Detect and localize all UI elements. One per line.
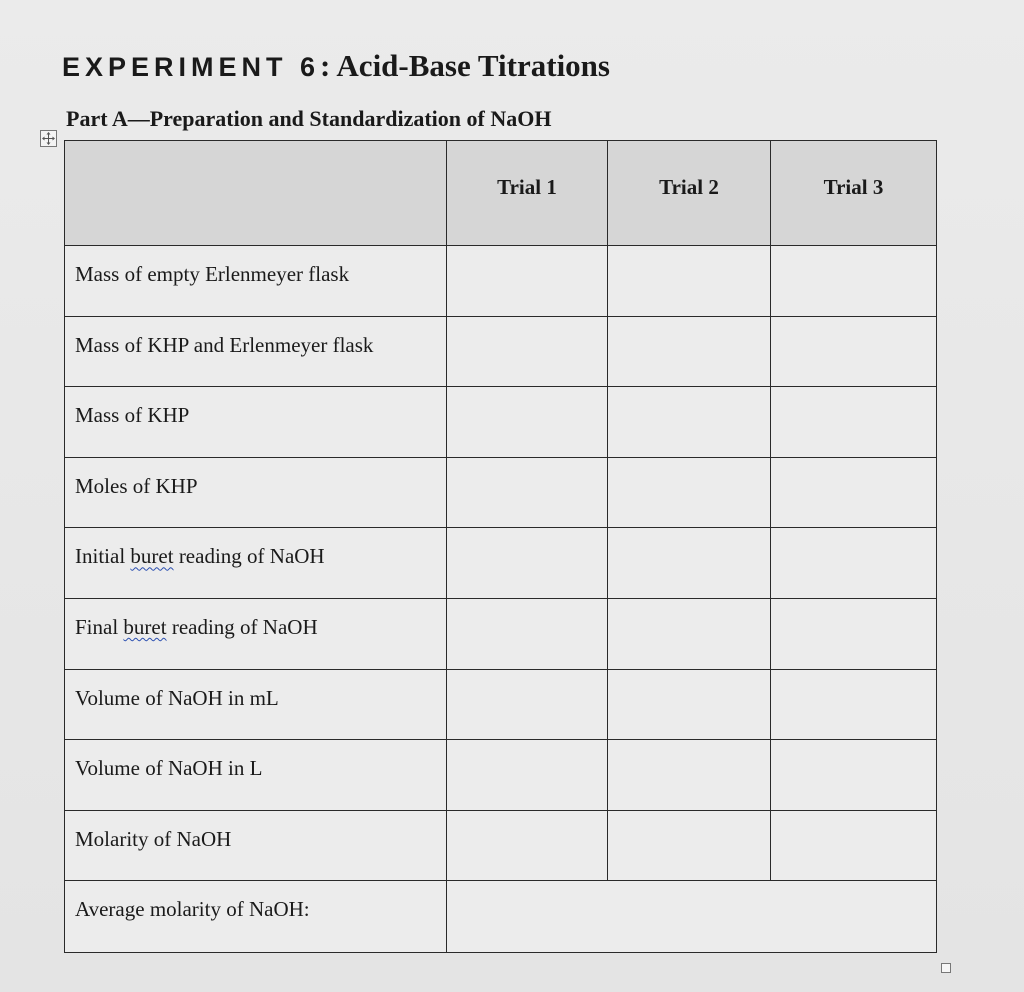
table-header-row [65, 141, 937, 246]
experiment-label: EXPERIMENT 6 [62, 52, 321, 82]
row-label-end: reading of NaOH [166, 614, 318, 639]
row-label: Mass of empty Erlenmeyer flask [65, 246, 447, 317]
table-row [65, 669, 937, 740]
value-cell[interactable] [447, 669, 608, 740]
value-cell[interactable] [771, 598, 937, 669]
row-label: Volume of NaOH in mL [65, 669, 447, 740]
average-label: Average molarity of NaOH: [65, 881, 447, 953]
value-cell[interactable] [447, 740, 608, 811]
row-label-start: Initial [75, 544, 131, 569]
table-row [65, 246, 937, 317]
table-row [65, 316, 937, 387]
value-cell[interactable] [447, 316, 608, 387]
title-separator: : [320, 48, 337, 83]
value-cell[interactable] [608, 246, 771, 317]
row-label-end: reading of NaOH [173, 544, 325, 569]
row-label: Moles of KHP [65, 457, 447, 528]
row-label-start: Final [75, 614, 124, 639]
table-row [65, 598, 937, 669]
value-cell[interactable] [608, 387, 771, 458]
value-cell[interactable] [447, 528, 608, 599]
row-label [65, 528, 447, 599]
value-cell[interactable] [447, 810, 608, 881]
value-cell[interactable] [771, 740, 937, 811]
header-corner-cell [65, 141, 447, 246]
header-trial-3: Trial 3 [771, 141, 937, 246]
value-cell[interactable] [608, 810, 771, 881]
table-row [65, 528, 937, 599]
value-cell[interactable] [608, 457, 771, 528]
row-label: Mass of KHP and Erlenmeyer flask [65, 316, 447, 387]
value-cell[interactable] [447, 246, 608, 317]
row-label: Molarity of NaOH [65, 810, 447, 881]
value-cell[interactable] [608, 316, 771, 387]
value-cell[interactable] [608, 598, 771, 669]
table-row [65, 457, 937, 528]
table-row [65, 740, 937, 811]
value-cell[interactable] [447, 457, 608, 528]
value-cell[interactable] [608, 528, 771, 599]
header-trial-1: Trial 1 [447, 141, 608, 246]
header-trial-2: Trial 2 [608, 141, 771, 246]
row-label [65, 598, 447, 669]
spelling-flagged-word[interactable]: buret [130, 544, 174, 569]
section-heading: Part A—Preparation and Standardization of NaOH [66, 106, 552, 131]
value-cell[interactable] [771, 316, 937, 387]
value-cell[interactable] [447, 387, 608, 458]
value-cell[interactable] [771, 387, 937, 458]
spelling-flagged-word[interactable]: buret [123, 614, 167, 639]
value-cell[interactable] [608, 740, 771, 811]
move-arrows-icon [42, 132, 55, 145]
value-cell[interactable] [771, 457, 937, 528]
value-cell[interactable] [771, 669, 937, 740]
value-cell[interactable] [608, 669, 771, 740]
average-value-cell[interactable] [447, 881, 937, 953]
table-row [65, 810, 937, 881]
page-title [62, 48, 610, 84]
average-row [65, 881, 937, 953]
resize-square-icon[interactable] [941, 963, 951, 973]
row-label: Mass of KHP [65, 387, 447, 458]
value-cell[interactable] [771, 246, 937, 317]
data-table [64, 140, 937, 953]
value-cell[interactable] [771, 810, 937, 881]
experiment-subject: Acid-Base Titrations [336, 48, 610, 83]
table-move-handle[interactable] [40, 130, 57, 147]
value-cell[interactable] [771, 528, 937, 599]
value-cell[interactable] [447, 598, 608, 669]
table-row [65, 387, 937, 458]
row-label: Volume of NaOH in L [65, 740, 447, 811]
